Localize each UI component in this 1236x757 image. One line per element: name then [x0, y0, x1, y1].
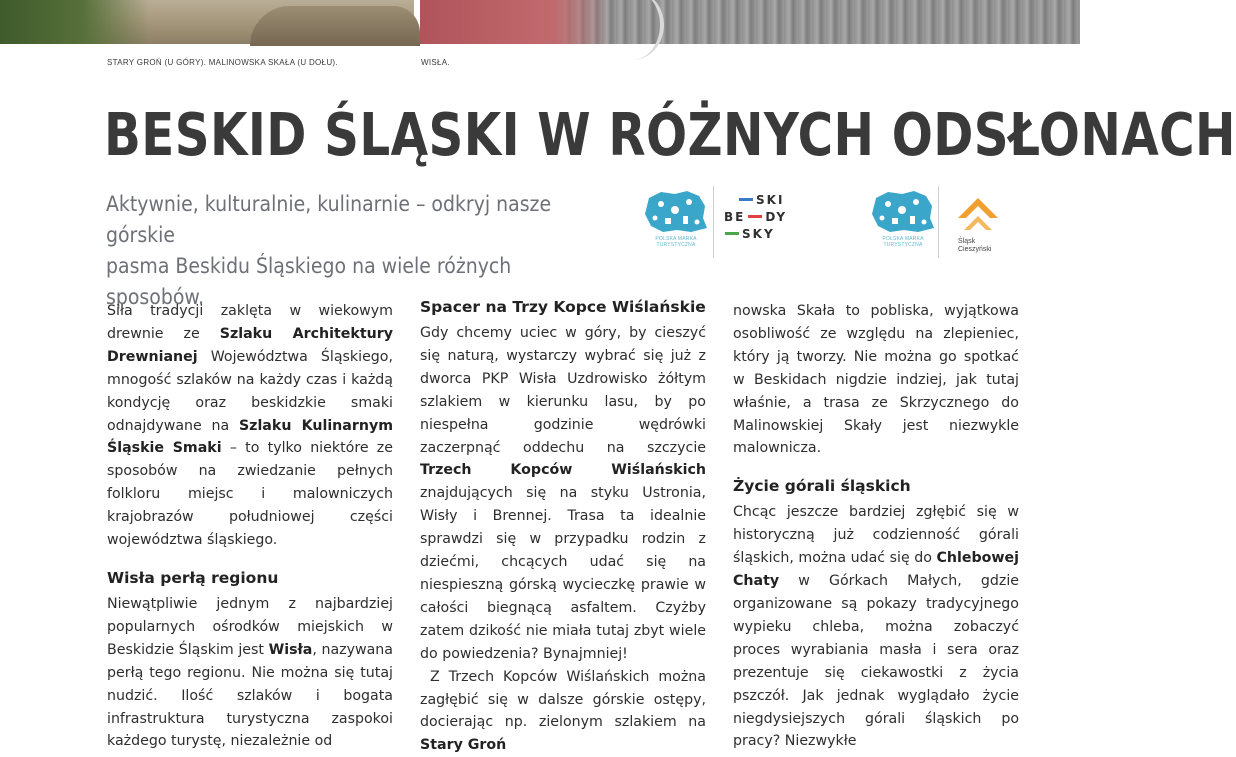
slask-label	[958, 238, 991, 254]
article-column-2	[420, 300, 706, 757]
poland-map-icon-2	[868, 188, 938, 234]
lead-line-2: pasma Beskidu Śląskiego na wiele różnych sposobów.	[106, 254, 512, 309]
poland-map-icon	[641, 188, 711, 234]
article-column-3	[733, 300, 1019, 753]
logo-divider-1	[713, 186, 714, 258]
lead-line-1: Aktywnie, kulturalnie, kulinarnie – odkryj nasze górskie	[106, 192, 552, 247]
photo-caption-left: STARY GROŃ (U GÓRY). MALINOWSKA SKAŁA (U DOŁU).	[107, 58, 338, 67]
photo-stary-gron	[0, 0, 414, 44]
article-column-1	[107, 300, 393, 753]
slask-label-line-2: Cieszyński	[958, 246, 992, 253]
section-heading-wisla: Wisła perłą regionu	[107, 568, 279, 587]
col2-paragraph-1: Gdy chcemy uciec w góry, by cieszyć się naturą, wystarczy wybrać się już z dworca PKP Wisła Uzdrowisko żółtym szlakiem w kierunku lasu, by po niespełna godzinie wędrówki zaczerpnąć oddechu na szczycie Trzech Kopców Wiślańskich znajdujących się na styku Ustronia, Wisły i Brennej. Trasa ta idealnie sprawdzi się w przypadku rodzin z dziećmi, chcących udać się na niespieszną górską wycieczkę prawie w całości biegnącą asfaltem. Czyżby zatem dzikość nie miała tutaj zbyt wiele do powiedzenia? Bynajmniej!	[420, 325, 706, 662]
highlight-wisla: Wisła	[268, 641, 313, 658]
polska-marka-logo-1	[641, 188, 711, 248]
polska-marka-caption-1: POLSKA MARKA TURYSTYCZNA	[655, 236, 697, 248]
skibedy-word-dy: DY	[765, 210, 788, 224]
slask-cieszynski-logo	[952, 196, 1012, 256]
highlight-chlebowa-chata: Chlebowej Chaty	[733, 550, 1019, 590]
col1-paragraph-2: Niewątpliwie jednym z najbardziej popularnych ośrodków miejskich w Beskidzie Śląskim jest Wisła, nazywana perłą tego regionu. Nie można się tutaj nudzić. Ilość szlaków i bogata infrastruktura turystyczna zaspokoi każdego turystę, niezależnie od	[107, 595, 393, 750]
highlight-wooden-architecture: Szlaku Architektury Drewnianej	[107, 325, 393, 365]
skibedy-word-ski: SKI	[756, 193, 785, 207]
highlight-trzy-kopce: Trzech Kopców Wiślańskich	[420, 462, 706, 479]
lead-paragraph	[106, 189, 556, 313]
highlight-culinary-trail: Szlaku Kulinarnym Śląskie Smaki	[107, 417, 393, 457]
photo-caption-right: WISŁA.	[421, 58, 450, 67]
photo-wisla	[420, 0, 1080, 44]
mountain-peaks-icon	[952, 196, 1002, 236]
skibedy-word-sky: SKY	[742, 227, 775, 241]
skibedysky-logo	[722, 193, 814, 243]
col3-paragraph-1: nowska Skała to pobliska, wyjątkowa osobliwość ze względu na zlepieniec, który ją tworzy. Nie można go spotkać w Beskidach nigdzie indziej, jak tutaj właśnie, a trasa ze Skrzycznego do Malinowskiej Skały jest niezwykle malownicza.	[733, 303, 1019, 457]
polska-marka-caption-2: POLSKA MARKA TURYSTYCZNA	[882, 236, 924, 248]
section-heading-trzy-kopce: Spacer na Trzy Kopce Wiślańskie	[420, 298, 706, 316]
skibedy-word-be: BE	[724, 210, 746, 224]
col2-paragraph-2: Z Trzech Kopców Wiślańskich można zagłębić się w dalsze górskie ostępy, docierając np. zielonym szlakiem na Stary Groń	[420, 668, 706, 754]
highlight-stary-gron: Stary Groń	[420, 737, 507, 754]
article-title: BESKID ŚLĄSKI W RÓŻNYCH ODSŁONACH	[104, 100, 1236, 169]
polska-marka-logo-2	[868, 188, 938, 248]
col3-paragraph-2: Chcąc jeszcze bardziej zgłębić się w historyczną już codzienność górali śląskich, można udać się do Chlebowej Chaty w Górkach Małych, gdzie organizowane są pokazy tradycyjnego wypieku chleba, można zobaczyć proces wyrabiania masła i sera oraz prezentuje się ciekawostki z życia pszczół. Jak jednak wyglądało życie niegdysiejszych górali śląskich po pracy? Niezwykłe	[733, 504, 1019, 750]
logo-divider-2	[938, 186, 939, 258]
col1-paragraph-1: Siła tradycji zaklęta w wiekowym drewnie ze Szlaku Architektury Drewnianej Województwa Śląskiego, mnogość szlaków na każdy czas i każdą kondycję oraz beskidzkie smaki odnajdywane na Szlaku Kulinarnym Śląskie Smaki – to tylko niektóre ze sposobów na zwiedzanie pełnych folkloru miejsc i malowniczych krajobrazów południowej części województwa śląskiego.	[107, 303, 393, 549]
slask-label-line-1: Śląsk	[958, 238, 976, 245]
section-heading-gorale: Życie górali śląskich	[733, 477, 911, 496]
